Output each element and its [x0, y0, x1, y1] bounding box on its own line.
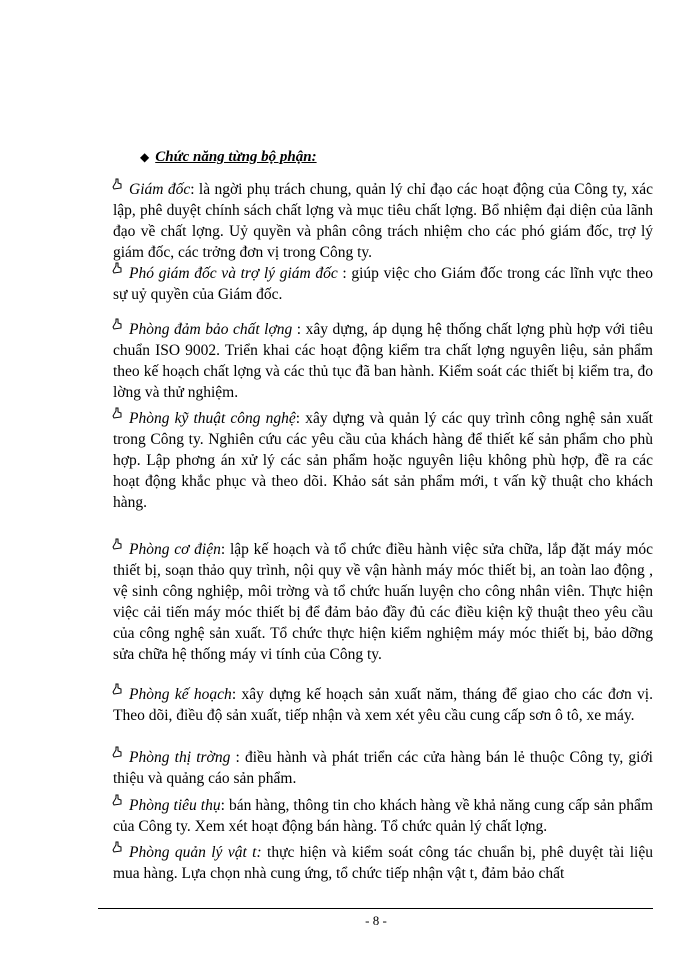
hand-pointer-icon	[111, 538, 123, 550]
section-body: : giúp việc cho Giám đốc trong các lĩnh vực theo sự uỷ quyền của Giám đốc.	[113, 265, 654, 303]
hand-pointer-icon	[111, 841, 123, 853]
section-title: Phòng tiêu thụ	[129, 797, 221, 814]
section-title: Phòng kế hoạch	[129, 686, 232, 703]
hand-pointer-icon	[111, 746, 123, 758]
section-phong-ke-hoach	[113, 683, 653, 726]
diamond-bullet-icon: ◆	[140, 150, 150, 164]
hand-pointer-icon	[111, 683, 123, 695]
section-title: Phòng quản lý vật t:	[129, 844, 262, 861]
hand-pointer-icon	[111, 318, 123, 330]
footer-divider	[98, 908, 653, 909]
section-phong-dam-bao-chat-luong	[113, 318, 653, 403]
page-number: - 8 -	[365, 913, 387, 928]
section-title: Phòng kỹ thuật công nghệ	[129, 410, 296, 427]
section-title: Phó giám đốc và trợ lý giám đốc	[129, 265, 338, 282]
section-phong-quan-ly-vat-tu	[113, 841, 653, 884]
section-title: Giám đốc	[129, 181, 191, 198]
section-phong-thi-truong	[113, 746, 653, 789]
hand-pointer-icon	[111, 794, 123, 806]
section-body: : bán hàng, thông tin cho khách hàng về khả năng cung cấp sản phẩm của Công ty. Xem xét hoạt động bán hàng. Tổ chức quản lý chất lợng.	[113, 797, 653, 835]
section-phong-ky-thuat	[113, 407, 653, 513]
hand-pointer-icon	[111, 407, 123, 419]
section-body: : lập kế hoạch và tổ chức điều hành việc sửa chữa, lắp đặt máy móc thiết bị, soạn thảo quy trình, nội quy về vận hành máy móc thiết bị, an toàn lao động , vệ sinh công nghiệp, môi trờng và tổ chức huấn luyện cho công nhân viên. Thực hiện việc cải tiến máy móc thiết bị để đảm bảo đầy đủ các điều kiện kỹ thuật theo yêu cầu của công nghệ sản xuất. Tổ chức thực hiện kiểm nghiệm máy móc thiết bị, bảo dỡng sửa chữa hệ thống máy vi tính của Công ty.	[113, 541, 654, 663]
section-body: : là ngời phụ trách chung, quản lý chỉ đạo các hoạt động của Công ty, xác lập, phê duyệt chính sách chất lợng và mục tiêu chất lợng. Bổ nhiệm đại diện của lãnh đạo về chất lợng. Uỷ quyền và phân công trách nhiệm cho các phó giám đốc, trợ lý giám đốc, các trởng đơn vị trong Công ty.	[113, 181, 653, 261]
section-title: Phòng cơ điện	[129, 541, 221, 558]
section-body: : điều hành và phát triển các cửa hàng bán lẻ thuộc Công ty, giới thiệu và quảng cáo sản phẩm.	[113, 749, 653, 787]
section-body: : xây dựng và quản lý các quy trình công nghệ sản xuất trong Công ty. Nghiên cứu các yêu cầu của khách hàng để thiết kế sản phẩm cho phù hợp. Lập phơng án xử lý các sản phẩm hoặc nguyên liệu không phù hợp, đề ra các hoạt động khắc phục và theo dõi. Khảo sát sản phẩm mới, t vấn kỹ thuật cho khách hàng.	[113, 410, 653, 511]
hand-pointer-icon	[111, 262, 123, 274]
section-title: Phòng thị trờng	[129, 749, 231, 766]
section-giam-doc	[113, 178, 653, 263]
heading-text: Chức năng từng bộ phận:	[155, 149, 317, 165]
section-body: : xây dựng, áp dụng hệ thống chất lợng phù hợp với tiêu chuẩn ISO 9002. Triển khai các hoạt động kiểm tra chất lợng nguyên liệu, sản phẩm theo kế hoạch chất lợng và các thủ tục đã ban hành. Kiểm soát các thiết bị kiểm tra, đo lờng và thử nghiệm.	[113, 321, 653, 401]
section-phong-tieu-thu	[113, 794, 653, 837]
section-pho-giam-doc	[113, 262, 653, 305]
section-phong-co-dien	[113, 538, 653, 665]
section-body: : xây dựng kế hoạch sản xuất năm, tháng để giao cho các đơn vị. Theo dõi, điều độ sản xuất, tiếp nhận và xem xét yêu cầu cung cấp sơn ô tô, xe máy.	[113, 686, 653, 724]
section-title: Phòng đảm bảo chất lợng	[129, 321, 293, 338]
section-heading	[140, 149, 317, 166]
hand-pointer-icon	[111, 178, 123, 190]
section-body: thực hiện và kiểm soát công tác chuẩn bị, phê duyệt tài liệu mua hàng. Lựa chọn nhà cung ứng, tổ chức tiếp nhận vật t, đảm bảo chất	[113, 844, 653, 882]
